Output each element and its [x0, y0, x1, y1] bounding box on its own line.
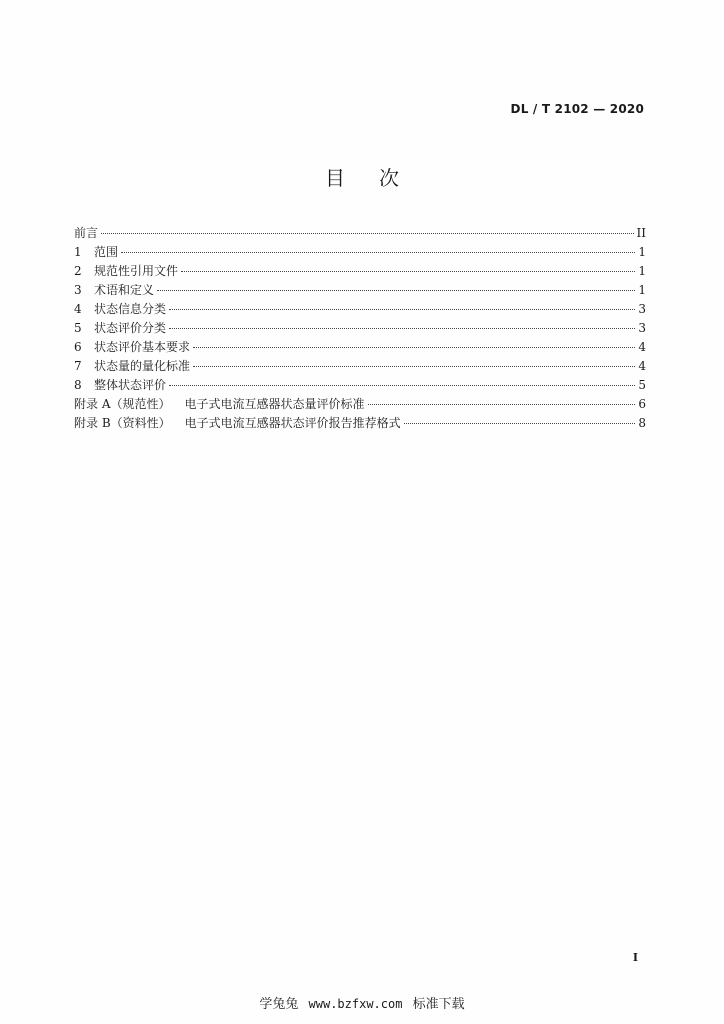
toc-leader-dots	[193, 347, 635, 348]
toc-entry-label: 规范性引用文件	[94, 264, 179, 278]
toc-leader-dots	[157, 290, 635, 291]
toc-leader-dots	[193, 366, 635, 367]
toc-entry-2[interactable]	[74, 262, 646, 281]
toc-entry-label: 状态信息分类	[94, 302, 167, 316]
toc-entry-label: 前言	[74, 226, 99, 240]
toc-leader-dots	[368, 404, 636, 405]
toc-entry-page: 6	[638, 397, 646, 411]
toc-entry-number: 1	[74, 245, 82, 259]
toc-leader-dots	[169, 309, 635, 310]
toc-entry-label: 术语和定义	[94, 283, 155, 297]
toc-entry-number: 3	[74, 283, 82, 297]
standard-code: DL / T 2102 — 2020	[510, 102, 644, 116]
toc-entry-appendix-a[interactable]	[74, 395, 646, 414]
toc-entry-label: 状态评价分类	[94, 321, 167, 335]
toc-leader-dots	[101, 233, 634, 234]
footer-site-name: 学兔兔	[259, 997, 299, 1012]
toc-appendix-prefix: 附录 A（规范性）	[74, 397, 171, 411]
toc-entry-6[interactable]	[74, 338, 646, 357]
toc-entry-page: 1	[638, 264, 646, 278]
footer-watermark	[0, 993, 724, 1012]
toc-leader-dots	[404, 423, 635, 424]
toc-entry-page: 5	[638, 378, 646, 392]
toc-entry-label: 电子式电流互感器状态评价报告推荐格式	[184, 416, 401, 430]
footer-site-tagline: 标准下载	[412, 997, 465, 1012]
toc-entry-number: 8	[74, 378, 82, 392]
toc-leader-dots	[121, 252, 635, 253]
toc-entry-page: 1	[638, 283, 646, 297]
toc-leader-dots	[169, 385, 635, 386]
toc-entry-7[interactable]	[74, 357, 646, 376]
toc-entry-1[interactable]	[74, 243, 646, 262]
toc-entry-number: 4	[74, 302, 82, 316]
toc-leader-dots	[169, 328, 635, 329]
toc-entry-page: 1	[638, 245, 646, 259]
toc-entry-3[interactable]	[74, 281, 646, 300]
toc-entry-number: 6	[74, 340, 82, 354]
toc-entry-8[interactable]	[74, 376, 646, 395]
toc-entry-number: 7	[74, 359, 82, 373]
toc-entry-page: 8	[638, 416, 646, 430]
footer-site-link[interactable]: www.bzfxw.com	[308, 997, 403, 1011]
toc-entry-label: 状态量的量化标准	[94, 359, 191, 373]
toc-entry-page: 3	[638, 321, 646, 335]
toc-entry-page: 4	[638, 340, 646, 354]
toc-entry-page: 4	[638, 359, 646, 373]
toc-entry-label: 范围	[94, 245, 119, 259]
table-of-contents	[74, 224, 646, 433]
toc-entry-label: 状态评价基本要求	[94, 340, 191, 354]
toc-entry-label: 整体状态评价	[94, 378, 167, 392]
toc-entry-label: 电子式电流互感器状态量评价标准	[184, 397, 365, 411]
toc-entry-appendix-b[interactable]	[74, 414, 646, 433]
toc-entry-number: 2	[74, 264, 82, 278]
toc-entry-foreword[interactable]	[74, 224, 646, 243]
toc-leader-dots	[181, 271, 635, 272]
page-title: 目次	[325, 166, 433, 190]
toc-entry-number: 5	[74, 321, 82, 335]
toc-entry-5[interactable]	[74, 319, 646, 338]
toc-entry-4[interactable]	[74, 300, 646, 319]
page-number: I	[632, 951, 638, 964]
toc-appendix-prefix: 附录 B（资料性）	[74, 416, 171, 430]
toc-entry-page: 3	[638, 302, 646, 316]
toc-entry-page: II	[636, 226, 646, 240]
